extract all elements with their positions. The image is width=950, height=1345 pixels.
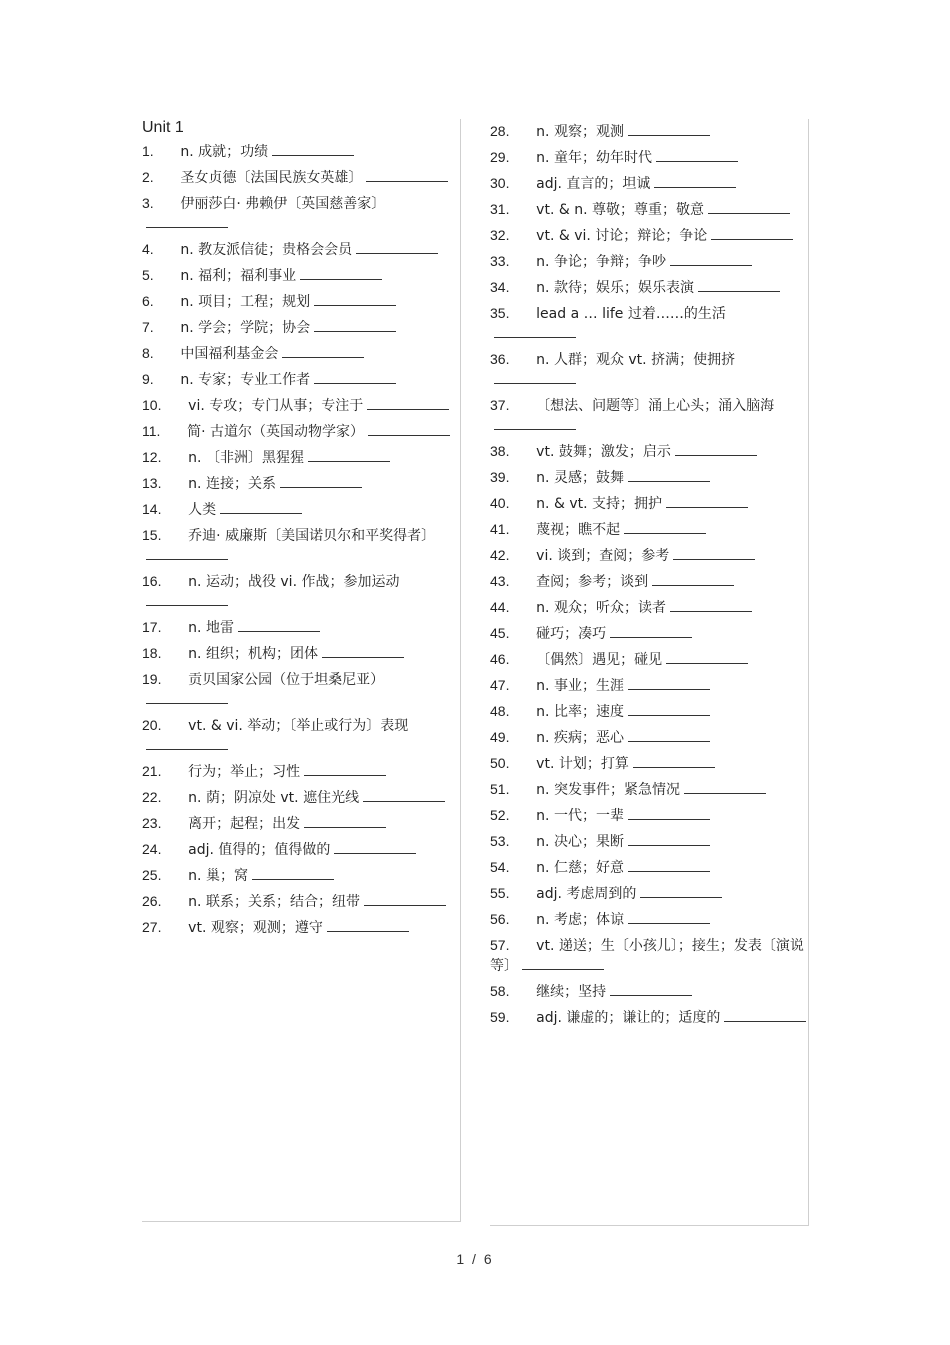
answer-blank[interactable]: [698, 278, 780, 292]
item-definition: vt. 观察；观测；遵守: [188, 920, 323, 936]
item-definition: n. 组织；机构；团体: [188, 646, 318, 662]
vocab-item: [142, 713, 460, 759]
item-definition: adj. 考虑周到的: [536, 886, 637, 902]
vocab-item: [142, 419, 460, 445]
vocab-item: [490, 301, 808, 347]
answer-blank[interactable]: [304, 762, 386, 776]
item-number: 15.: [142, 527, 162, 543]
item-definition: n. & vt. 支持；拥护: [536, 496, 662, 512]
answer-blank[interactable]: [724, 1008, 806, 1022]
item-definition: 贡贝国家公园（位于坦桑尼亚）: [188, 672, 385, 688]
right-column: [490, 119, 809, 1226]
answer-blank[interactable]: [304, 814, 386, 828]
answer-blank[interactable]: [670, 598, 752, 612]
answer-blank[interactable]: [368, 422, 450, 436]
item-number: 10.: [142, 397, 162, 413]
item-number: 43.: [490, 573, 510, 589]
vocab-item: [142, 445, 460, 471]
item-number: 7.: [142, 319, 154, 335]
vocab-item: [490, 491, 808, 517]
answer-blank[interactable]: [146, 690, 228, 704]
item-number: 14.: [142, 501, 162, 517]
answer-blank[interactable]: [628, 676, 710, 690]
item-definition: vt. & vi. 讨论；辩论；争论: [536, 228, 708, 244]
item-definition: n. 观察；观测: [536, 124, 624, 140]
answer-blank[interactable]: [366, 168, 448, 182]
item-number: 4.: [142, 241, 154, 257]
item-definition: n. 荫；阴凉处 vt. 遮住光线: [188, 790, 360, 806]
item-definition: n. 观众；听众；读者: [536, 600, 666, 616]
vocab-item: [490, 855, 808, 881]
item-definition: 继续；坚持: [536, 984, 607, 1000]
vocab-item: [142, 863, 460, 889]
item-number: 42.: [490, 547, 510, 563]
item-definition: n. 决心；果断: [536, 834, 624, 850]
item-number: 19.: [142, 671, 162, 687]
item-number: 45.: [490, 625, 510, 641]
item-definition: 查阅；参考；谈到: [536, 574, 649, 590]
item-number: 54.: [490, 859, 510, 875]
item-number: 38.: [490, 443, 510, 459]
vocab-item: [142, 315, 460, 341]
item-number: 28.: [490, 123, 510, 139]
answer-blank[interactable]: [666, 650, 748, 664]
item-definition: n. 疾病；恶心: [536, 730, 624, 746]
answer-blank[interactable]: [610, 624, 692, 638]
answer-blank[interactable]: [146, 214, 228, 228]
answer-blank[interactable]: [252, 866, 334, 880]
item-definition: 圣女贞德〔法国民族女英雄〕: [180, 170, 363, 186]
item-definition: n. 项目；工程；规划: [180, 294, 311, 310]
item-number: 52.: [490, 807, 510, 823]
answer-blank[interactable]: [363, 788, 445, 802]
answer-blank[interactable]: [522, 956, 604, 970]
item-definition: n. 仁慈；好意: [536, 860, 624, 876]
unit-title: Unit 1: [142, 119, 184, 136]
vocab-item: [142, 785, 460, 811]
vocab-item: [490, 751, 808, 777]
answer-blank[interactable]: [238, 618, 320, 632]
item-number: 58.: [490, 983, 510, 999]
vocab-item: [142, 289, 460, 315]
page-number: 1 / 6: [456, 1251, 494, 1267]
item-number: 18.: [142, 645, 162, 661]
item-number: 13.: [142, 475, 162, 491]
item-number: 2.: [142, 169, 154, 185]
item-number: 1.: [142, 143, 154, 159]
right-vocab-list: [490, 119, 808, 1031]
item-number: 44.: [490, 599, 510, 615]
item-number: 33.: [490, 253, 510, 269]
vocab-item: [490, 223, 808, 249]
answer-blank[interactable]: [628, 806, 710, 820]
answer-blank[interactable]: [640, 884, 722, 898]
item-definition: n. 专家；专业工作者: [180, 372, 311, 388]
vocab-item: [490, 725, 808, 751]
vocab-item: [142, 889, 460, 915]
item-number: 35.: [490, 305, 510, 321]
vocab-item: [142, 615, 460, 641]
item-number: 59.: [490, 1009, 510, 1025]
vocab-item: [490, 393, 808, 439]
item-number: 20.: [142, 717, 162, 733]
vocab-item: [142, 165, 460, 191]
left-column: [142, 119, 461, 1222]
answer-blank[interactable]: [628, 702, 710, 716]
vocab-item: [142, 139, 460, 165]
vocab-item: [490, 275, 808, 301]
item-definition: n. 一代；一辈: [536, 808, 624, 824]
item-number: 53.: [490, 833, 510, 849]
item-number: 49.: [490, 729, 510, 745]
item-definition: 碰巧；凑巧: [536, 626, 607, 642]
item-definition: n. 比率；速度: [536, 704, 624, 720]
item-number: 17.: [142, 619, 162, 635]
item-number: 47.: [490, 677, 510, 693]
item-definition: n. 学会；学院；协会: [180, 320, 311, 336]
vocab-item: [142, 641, 460, 667]
item-number: 5.: [142, 267, 154, 283]
item-definition: n. 联系；关系；结合；纽带: [188, 894, 360, 910]
answer-blank[interactable]: [282, 344, 364, 358]
item-number: 21.: [142, 763, 162, 779]
item-number: 12.: [142, 449, 162, 465]
vocab-item: [142, 837, 460, 863]
answer-blank[interactable]: [327, 918, 409, 932]
answer-blank[interactable]: [652, 572, 734, 586]
vocab-item: [490, 829, 808, 855]
item-number: 34.: [490, 279, 510, 295]
vocab-item: [490, 171, 808, 197]
item-number: 55.: [490, 885, 510, 901]
item-definition: 〔想法、问题等〕涌上心头；涌入脑海: [536, 398, 775, 414]
answer-blank[interactable]: [670, 252, 752, 266]
answer-blank[interactable]: [656, 148, 738, 162]
vocab-item: [490, 439, 808, 465]
item-number: 36.: [490, 351, 510, 367]
answer-blank[interactable]: [364, 892, 446, 906]
item-number: 37.: [490, 397, 510, 413]
item-definition: n. 款待；娱乐；娱乐表演: [536, 280, 694, 296]
answer-blank[interactable]: [367, 396, 449, 410]
item-number: 27.: [142, 919, 162, 935]
vocab-item: [142, 759, 460, 785]
answer-blank[interactable]: [610, 982, 692, 996]
item-number: 57.: [490, 937, 510, 953]
vocab-item: [142, 667, 460, 713]
answer-blank[interactable]: [628, 122, 710, 136]
item-definition: n. 地雷: [188, 620, 234, 636]
answer-blank[interactable]: [494, 370, 576, 384]
item-definition: vi. 专攻；专门从事；专注于: [188, 398, 364, 414]
item-definition: n. 突发事件；紧急情况: [536, 782, 680, 798]
item-definition: 离开；起程；出发: [188, 816, 301, 832]
item-number: 40.: [490, 495, 510, 511]
vocab-item: [490, 197, 808, 223]
vocab-item: [142, 471, 460, 497]
item-definition: n. 人群；观众 vt. 挤满；使拥挤: [536, 352, 736, 368]
item-definition: lead a … life 过着……的生活: [536, 306, 726, 322]
item-definition: n. 教友派信徒；贵格会会员: [180, 242, 353, 258]
item-number: 6.: [142, 293, 154, 309]
vocab-item: [490, 699, 808, 725]
vocab-item: [142, 237, 460, 263]
item-definition: n. 连接；关系: [188, 476, 276, 492]
item-number: 23.: [142, 815, 162, 831]
answer-blank[interactable]: [711, 226, 793, 240]
vocab-item: [490, 881, 808, 907]
vocab-item: [142, 915, 460, 941]
vocab-item: [490, 621, 808, 647]
vocab-item: [490, 979, 808, 1005]
item-definition: 〔偶然〕遇见；碰见: [536, 652, 663, 668]
vocab-item: [490, 145, 808, 171]
answer-blank[interactable]: [654, 174, 736, 188]
item-number: 30.: [490, 175, 510, 191]
answer-blank[interactable]: [633, 754, 715, 768]
vocab-item: [490, 347, 808, 393]
item-definition: n. 事业；生涯: [536, 678, 624, 694]
vocab-item: [490, 249, 808, 275]
item-definition: 人类: [188, 502, 217, 518]
item-number: 22.: [142, 789, 162, 805]
vocab-item: [142, 497, 460, 523]
item-definition: n. 考虑；体谅: [536, 912, 624, 928]
answer-blank[interactable]: [272, 142, 354, 156]
answer-blank[interactable]: [624, 520, 706, 534]
answer-blank[interactable]: [708, 200, 790, 214]
item-definition: n. 争论；争辩；争吵: [536, 254, 666, 270]
item-number: 31.: [490, 201, 510, 217]
vocab-item: [490, 517, 808, 543]
answer-blank[interactable]: [322, 644, 404, 658]
vocab-item: [142, 263, 460, 289]
answer-blank[interactable]: [146, 736, 228, 750]
vocab-item: [490, 1005, 808, 1031]
item-definition: vt. 计划；打算: [536, 756, 629, 772]
answer-blank[interactable]: [666, 494, 748, 508]
vocab-item: [490, 595, 808, 621]
answer-blank[interactable]: [628, 858, 710, 872]
answer-blank[interactable]: [300, 266, 382, 280]
item-number: 16.: [142, 573, 162, 589]
item-definition: n. 童年；幼年时代: [536, 150, 652, 166]
answer-blank[interactable]: [314, 318, 396, 332]
vocab-item: [490, 803, 808, 829]
answer-blank[interactable]: [220, 500, 302, 514]
item-definition: n. 福利；福利事业: [180, 268, 297, 284]
item-definition: vt. 鼓舞；激发；启示: [536, 444, 671, 460]
vocab-item: [490, 465, 808, 491]
vocab-item: [142, 367, 460, 393]
answer-blank[interactable]: [308, 448, 390, 462]
vocab-item: [142, 811, 460, 837]
answer-blank[interactable]: [356, 240, 438, 254]
item-number: 46.: [490, 651, 510, 667]
item-number: 26.: [142, 893, 162, 909]
item-definition: 行为；举止；习性: [188, 764, 301, 780]
item-definition: 中国福利基金会: [180, 346, 279, 362]
vocab-item: [490, 647, 808, 673]
item-definition: vt. 递送；生〔小孩儿〕；接生；发表〔演说等〕: [490, 938, 804, 974]
vocab-item: [142, 393, 460, 419]
item-number: 50.: [490, 755, 510, 771]
answer-blank[interactable]: [334, 840, 416, 854]
answer-blank[interactable]: [675, 442, 757, 456]
item-definition: n. 运动；战役 vi. 作战；参加运动: [188, 574, 400, 590]
item-definition: 蔑视；瞧不起: [536, 522, 621, 538]
vocab-item: [490, 907, 808, 933]
item-definition: adj. 值得的；值得做的: [188, 842, 331, 858]
item-number: 3.: [142, 195, 154, 211]
item-number: 56.: [490, 911, 510, 927]
answer-blank[interactable]: [494, 324, 576, 338]
item-definition: 简· 古道尔（英国动物学家）: [187, 424, 365, 440]
item-number: 51.: [490, 781, 510, 797]
item-definition: vi. 谈到；查阅；参考: [536, 548, 670, 564]
item-definition: n. 巢；窝: [188, 868, 248, 884]
item-number: 41.: [490, 521, 510, 537]
item-number: 8.: [142, 345, 154, 361]
vocab-item: [142, 569, 460, 615]
answer-blank[interactable]: [146, 546, 228, 560]
answer-blank[interactable]: [280, 474, 362, 488]
answer-blank[interactable]: [314, 370, 396, 384]
answer-blank[interactable]: [628, 468, 710, 482]
item-definition: n. 成就；功绩: [180, 144, 269, 160]
item-number: 39.: [490, 469, 510, 485]
answer-blank[interactable]: [628, 832, 710, 846]
vocab-item: [490, 119, 808, 145]
vocab-item: [490, 673, 808, 699]
answer-blank[interactable]: [494, 416, 576, 430]
vocab-item: [142, 191, 460, 237]
vocab-item: [490, 543, 808, 569]
answer-blank[interactable]: [684, 780, 766, 794]
vocab-item: [142, 341, 460, 367]
item-number: 29.: [490, 149, 510, 165]
item-definition: vt. & vi. 举动；〔举止或行为〕表现: [188, 718, 409, 734]
answer-blank[interactable]: [314, 292, 396, 306]
answer-blank[interactable]: [673, 546, 755, 560]
item-definition: vt. & n. 尊敬；尊重；敬意: [536, 202, 704, 218]
answer-blank[interactable]: [628, 910, 710, 924]
item-number: 25.: [142, 867, 162, 883]
item-definition: adj. 直言的；坦诚: [536, 176, 651, 192]
left-vocab-list: [142, 139, 460, 941]
item-number: 11.: [142, 423, 161, 439]
item-number: 24.: [142, 841, 162, 857]
item-number: 9.: [142, 371, 154, 387]
item-definition: n. 〔非洲〕黑猩猩: [188, 450, 304, 466]
item-number: 32.: [490, 227, 510, 243]
answer-blank[interactable]: [628, 728, 710, 742]
vocab-item: [490, 777, 808, 803]
vocab-item: [490, 933, 808, 979]
item-definition: 乔迪· 威廉斯〔美国诺贝尔和平奖得者〕: [188, 528, 436, 544]
item-definition: 伊丽莎白· 弗赖伊〔英国慈善家〕: [180, 196, 386, 212]
item-definition: n. 灵感；鼓舞: [536, 470, 624, 486]
answer-blank[interactable]: [146, 592, 228, 606]
item-number: 48.: [490, 703, 510, 719]
item-definition: adj. 谦虚的；谦让的；适度的: [536, 1010, 721, 1026]
vocab-item: [490, 569, 808, 595]
vocab-item: [142, 523, 460, 569]
